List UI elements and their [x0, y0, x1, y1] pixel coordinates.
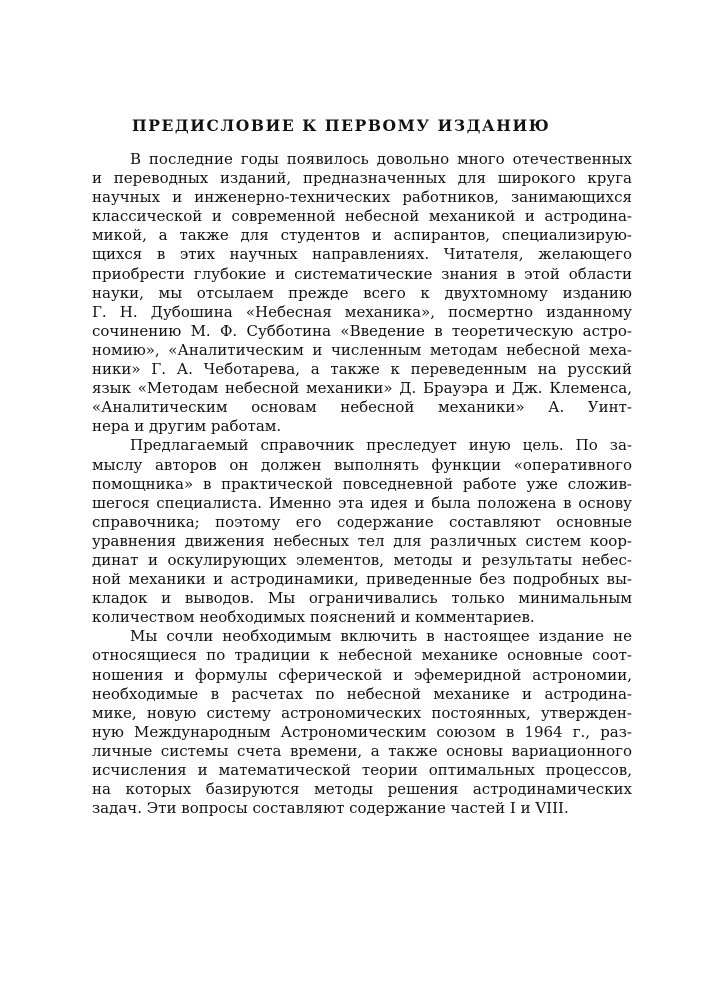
- text-line: ной механики и астродинамики, приведенные без подробных вы-: [92, 570, 632, 589]
- text-line: на которых базируются методы решения астродинамических: [92, 780, 632, 799]
- paragraph: [92, 150, 632, 436]
- text-line: классической и современной небесной механикой и астродина-: [92, 207, 632, 226]
- text-line: уравнения движения небесных тел для различных систем коор-: [92, 531, 632, 550]
- text-line: динат и оскулирующих элементов, методы и результаты небес-: [92, 550, 632, 569]
- text-line: помощника» в практической повседневной работе уже сложив-: [92, 474, 632, 493]
- text-line: мыслу авторов он должен выполнять функции «оперативного: [92, 455, 632, 474]
- text-line: ную Международным Астрономическим союзом в 1964 г., раз-: [92, 722, 632, 741]
- paragraph: [92, 627, 632, 818]
- text-line: В последние годы появилось довольно много отечественных: [130, 150, 632, 168]
- text-line: справочника; поэтому его содержание составляют основные: [92, 512, 632, 531]
- text-line: Г. Н. Дубошина «Небесная механика», посмертно изданному: [92, 302, 632, 321]
- text-line: ники» Г. А. Чеботарева, а также к переведенным на русский: [92, 360, 632, 379]
- text-line: нера и другим работам.: [92, 417, 282, 436]
- text-line: задач. Эти вопросы составляют содержание частей I и VIII.: [92, 799, 569, 818]
- text-line: шегося специалиста. Именно эта идея и была положена в основу: [92, 493, 632, 512]
- text-line: приобрести глубокие и систематические знания в этой области: [92, 264, 632, 283]
- text-line: исчисления и математической теории оптимальных процессов,: [92, 761, 632, 779]
- text-line: научных и инженерно-технических работников, занимающихся: [92, 188, 632, 207]
- text-line: «Аналитическим основам небесной механики» А. Уинт-: [92, 398, 632, 417]
- text-line: науки, мы отсылаем прежде всего к двухтомному изданию: [92, 283, 632, 302]
- paragraph: [92, 436, 632, 627]
- text-line: микой, а также для студентов и аспирантов, специализирую-: [92, 226, 632, 245]
- text-line: личные системы счета времени, а также основы вариационного: [92, 741, 632, 760]
- text-line: ношения и формулы сферической и эфемеридной астрономии,: [92, 665, 632, 684]
- body-text: [92, 150, 632, 818]
- text-line: необходимые в расчетах по небесной механике и астродина-: [92, 684, 632, 703]
- text-line: Мы сочли необходимым включить в настоящее издание не: [130, 627, 632, 646]
- text-line: язык «Методам небесной механики» Д. Брауэра и Дж. Клеменса,: [92, 379, 632, 398]
- text-line: щихся в этих научных направлениях. Читателя, желающего: [92, 245, 632, 264]
- page-title: ПРЕДИСЛОВИЕ К ПЕРВОМУ ИЗДАНИЮ: [132, 116, 551, 135]
- text-line: относящиеся по традиции к небесной механике основные соот-: [92, 646, 632, 665]
- text-line: кладок и выводов. Мы ограничивались только минимальным: [92, 589, 632, 608]
- text-line: и переводных изданий, предназначенных для широкого круга: [92, 169, 632, 188]
- text-line: Предлагаемый справочник преследует иную цель. По за-: [130, 436, 632, 455]
- text-line: сочинению М. Ф. Субботина «Введение в теоретическую астро-: [92, 321, 632, 340]
- text-line: мике, новую систему астрономических постоянных, утвержден-: [92, 703, 632, 722]
- text-line: номию», «Аналитическим и численным методам небесной меха-: [92, 340, 632, 359]
- text-line: количеством необходимых пояснений и комментариев.: [92, 608, 535, 627]
